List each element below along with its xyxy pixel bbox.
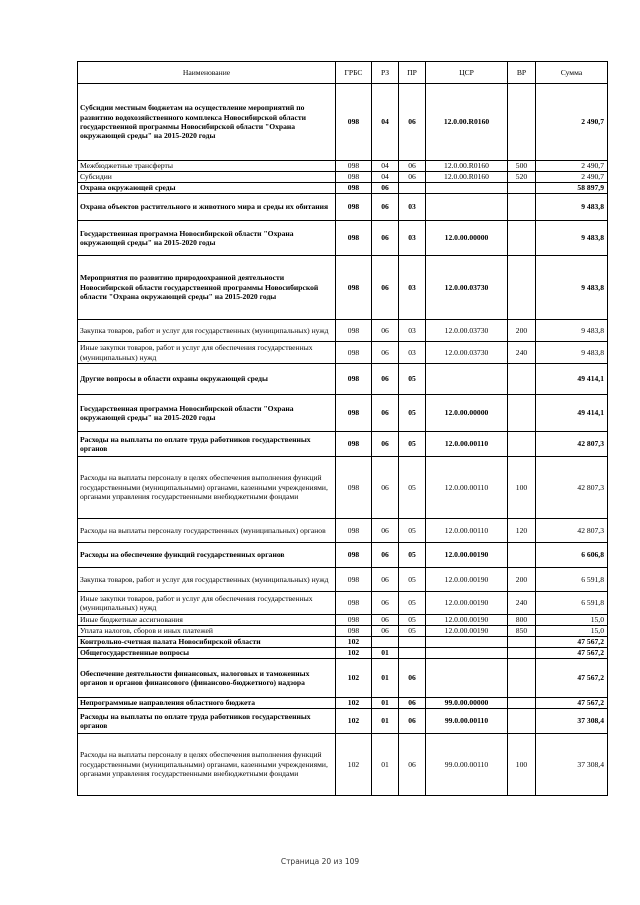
row-name: Иные закупки товаров, работ и услуг для обеспечения государственных (муниципальных) нужд — [78, 592, 336, 615]
row-rz: 06 — [372, 615, 399, 626]
row-sum: 47 567,2 — [536, 659, 608, 698]
row-rz: 01 — [372, 648, 399, 659]
row-grbs: 098 — [336, 432, 372, 457]
row-pr: 03 — [399, 256, 426, 320]
row-rz: 04 — [372, 161, 399, 172]
row-grbs: 098 — [336, 183, 372, 194]
row-name: Расходы на выплаты персоналу в целях обеспечения выполнения функций государственными (муниципальными) органами, казенными учреждениями, органами управления государственными внебюджетными фондами — [78, 457, 336, 519]
row-sum: 42 807,3 — [536, 432, 608, 457]
row-sum: 47 567,2 — [536, 698, 608, 709]
row-sum: 47 567,2 — [536, 637, 608, 648]
row-pr: 06 — [399, 734, 426, 796]
row-sum: 58 897,9 — [536, 183, 608, 194]
row-vr — [508, 709, 536, 734]
budget-table — [77, 61, 608, 796]
row-grbs: 102 — [336, 648, 372, 659]
row-vr: 850 — [508, 626, 536, 637]
row-pr: 03 — [399, 342, 426, 364]
row-csr: 99.0.00.00110 — [426, 709, 508, 734]
row-name: Субсидии местным бюджетам на осуществление мероприятий по развитию водохозяйственного комплекса Новосибирской области государственной программы Новосибирской области "Охрана окружающей среды" на 2015-2020 годы — [78, 84, 336, 161]
row-pr: 05 — [399, 432, 426, 457]
row-name: Общегосударственные вопросы — [78, 648, 336, 659]
row-vr: 500 — [508, 161, 536, 172]
row-grbs: 098 — [336, 457, 372, 519]
row-pr: 06 — [399, 172, 426, 183]
row-vr — [508, 395, 536, 432]
table-row — [78, 256, 608, 320]
row-pr — [399, 183, 426, 194]
row-vr — [508, 432, 536, 457]
row-sum: 37 308,4 — [536, 709, 608, 734]
row-vr — [508, 364, 536, 395]
row-grbs: 098 — [336, 543, 372, 568]
row-rz: 06 — [372, 626, 399, 637]
row-csr: 12.0.00.00190 — [426, 592, 508, 615]
row-rz: 06 — [372, 320, 399, 342]
table-row — [78, 709, 608, 734]
row-rz: 06 — [372, 457, 399, 519]
row-grbs: 102 — [336, 734, 372, 796]
row-pr: 06 — [399, 84, 426, 161]
row-pr: 05 — [399, 395, 426, 432]
row-rz: 06 — [372, 543, 399, 568]
header-name: Наименование — [78, 62, 336, 84]
row-csr: 12.0.00.00190 — [426, 543, 508, 568]
row-pr: 06 — [399, 659, 426, 698]
row-rz: 01 — [372, 709, 399, 734]
row-vr: 200 — [508, 320, 536, 342]
row-name: Другие вопросы в области охраны окружающей среды — [78, 364, 336, 395]
row-pr — [399, 637, 426, 648]
row-csr: 12.0.00.00000 — [426, 395, 508, 432]
row-pr: 06 — [399, 161, 426, 172]
row-name: Закупка товаров, работ и услуг для государственных (муниципальных) нужд — [78, 568, 336, 592]
row-csr: 12.0.00.00110 — [426, 457, 508, 519]
table-row — [78, 364, 608, 395]
row-grbs: 098 — [336, 626, 372, 637]
header-rz: РЗ — [372, 62, 399, 84]
table-row — [78, 626, 608, 637]
row-sum: 15,0 — [536, 626, 608, 637]
row-csr — [426, 659, 508, 698]
row-rz: 06 — [372, 432, 399, 457]
row-rz: 01 — [372, 698, 399, 709]
row-grbs: 102 — [336, 659, 372, 698]
row-name: Иные закупки товаров, работ и услуг для обеспечения государственных (муниципальных) нужд — [78, 342, 336, 364]
table-row — [78, 734, 608, 796]
row-csr: 12.0.00.00190 — [426, 568, 508, 592]
row-csr: 99.0.00.00110 — [426, 734, 508, 796]
row-sum: 6 591,8 — [536, 568, 608, 592]
row-pr: 05 — [399, 543, 426, 568]
row-rz: 06 — [372, 568, 399, 592]
row-pr: 05 — [399, 568, 426, 592]
row-grbs: 098 — [336, 320, 372, 342]
row-sum: 37 308,4 — [536, 734, 608, 796]
table-row — [78, 194, 608, 221]
row-csr: 12.0.00.00110 — [426, 519, 508, 543]
row-csr: 12.0.00.R0160 — [426, 161, 508, 172]
table-row — [78, 84, 608, 161]
table-row — [78, 648, 608, 659]
row-name: Иные бюджетные ассигнования — [78, 615, 336, 626]
row-sum: 9 483,8 — [536, 221, 608, 256]
header-pr: ПР — [399, 62, 426, 84]
row-rz — [372, 637, 399, 648]
header-sum: Сумма — [536, 62, 608, 84]
row-rz: 06 — [372, 221, 399, 256]
row-name: Межбюджетные трансферты — [78, 161, 336, 172]
row-pr: 05 — [399, 519, 426, 543]
row-pr: 05 — [399, 364, 426, 395]
row-name: Мероприятия по развитию природоохранной деятельности Новосибирской области государственной программы Новосибирской области "Охрана окружающей среды" на 2015-2020 годы — [78, 256, 336, 320]
table-row — [78, 395, 608, 432]
row-csr: 12.0.00.00000 — [426, 221, 508, 256]
row-pr: 05 — [399, 615, 426, 626]
header-csr: ЦСР — [426, 62, 508, 84]
row-sum: 47 567,2 — [536, 648, 608, 659]
row-sum: 9 483,8 — [536, 320, 608, 342]
row-rz: 06 — [372, 395, 399, 432]
row-name: Охрана объектов растительного и животного мира и среды их обитания — [78, 194, 336, 221]
row-name: Закупка товаров, работ и услуг для государственных (муниципальных) нужд — [78, 320, 336, 342]
row-csr: 12.0.00.00110 — [426, 432, 508, 457]
row-name: Расходы на выплаты персоналу государственных (муниципальных) органов — [78, 519, 336, 543]
page-footer: Страница 20 из 109 — [280, 857, 360, 866]
row-csr: 12.0.00.R0160 — [426, 172, 508, 183]
row-name: Уплата налогов, сборов и иных платежей — [78, 626, 336, 637]
row-grbs: 098 — [336, 342, 372, 364]
row-rz: 06 — [372, 256, 399, 320]
row-name: Субсидии — [78, 172, 336, 183]
row-sum: 9 483,8 — [536, 256, 608, 320]
table-header-row — [78, 62, 608, 84]
row-sum: 49 414,1 — [536, 395, 608, 432]
row-sum: 49 414,1 — [536, 364, 608, 395]
row-vr: 200 — [508, 568, 536, 592]
row-vr: 240 — [508, 592, 536, 615]
row-vr: 100 — [508, 457, 536, 519]
row-pr: 03 — [399, 320, 426, 342]
row-sum: 2 490,7 — [536, 161, 608, 172]
row-vr: 520 — [508, 172, 536, 183]
row-csr: 12.0.00.00190 — [426, 626, 508, 637]
table-row — [78, 172, 608, 183]
row-sum: 2 490,7 — [536, 172, 608, 183]
row-rz: 01 — [372, 734, 399, 796]
table-row — [78, 342, 608, 364]
table-row — [78, 320, 608, 342]
row-grbs: 102 — [336, 698, 372, 709]
table-row — [78, 543, 608, 568]
row-rz: 04 — [372, 172, 399, 183]
row-rz: 06 — [372, 183, 399, 194]
row-csr: 12.0.00.R0160 — [426, 84, 508, 161]
table-row — [78, 637, 608, 648]
row-pr: 05 — [399, 592, 426, 615]
row-csr: 12.0.00.03730 — [426, 342, 508, 364]
header-grbs: ГРБС — [336, 62, 372, 84]
row-grbs: 098 — [336, 194, 372, 221]
row-csr — [426, 194, 508, 221]
row-vr — [508, 543, 536, 568]
table-row — [78, 221, 608, 256]
row-grbs: 102 — [336, 637, 372, 648]
row-vr — [508, 659, 536, 698]
row-pr — [399, 648, 426, 659]
row-name: Расходы на обеспечение функций государственных органов — [78, 543, 336, 568]
row-name: Расходы на выплаты по оплате труда работников государственных органов — [78, 709, 336, 734]
row-csr — [426, 364, 508, 395]
row-sum: 42 807,3 — [536, 457, 608, 519]
row-rz: 01 — [372, 659, 399, 698]
row-sum: 6 591,8 — [536, 592, 608, 615]
row-name: Государственная программа Новосибирской области "Охрана окружающей среды" на 2015-2020 годы — [78, 395, 336, 432]
row-sum: 9 483,8 — [536, 194, 608, 221]
table-row — [78, 183, 608, 194]
row-name: Расходы на выплаты персоналу в целях обеспечения выполнения функций государственными (муниципальными) органами, казенными учреждениями, органами управления государственными внебюджетными фондами — [78, 734, 336, 796]
row-csr: 99.0.00.00000 — [426, 698, 508, 709]
table-row — [78, 457, 608, 519]
row-sum: 2 490,7 — [536, 84, 608, 161]
table-row — [78, 659, 608, 698]
row-vr: 100 — [508, 734, 536, 796]
row-rz: 06 — [372, 592, 399, 615]
row-sum: 6 606,8 — [536, 543, 608, 568]
row-sum: 15,0 — [536, 615, 608, 626]
table-row — [78, 568, 608, 592]
row-name: Охрана окружающей среды — [78, 183, 336, 194]
row-csr — [426, 648, 508, 659]
row-vr — [508, 637, 536, 648]
row-pr: 06 — [399, 709, 426, 734]
row-grbs: 098 — [336, 221, 372, 256]
row-pr: 06 — [399, 698, 426, 709]
row-grbs: 098 — [336, 84, 372, 161]
row-csr: 12.0.00.00190 — [426, 615, 508, 626]
row-csr — [426, 637, 508, 648]
row-sum: 42 807,3 — [536, 519, 608, 543]
row-pr: 05 — [399, 457, 426, 519]
header-vr: ВР — [508, 62, 536, 84]
row-name: Обеспечение деятельности финансовых, налоговых и таможенных органов и органов финансового (финансово-бюджетного) надзора — [78, 659, 336, 698]
row-name: Контрольно-счетная палата Новосибирской области — [78, 637, 336, 648]
row-pr: 03 — [399, 221, 426, 256]
row-pr: 05 — [399, 626, 426, 637]
row-grbs: 098 — [336, 161, 372, 172]
table-row — [78, 519, 608, 543]
table-body — [78, 84, 608, 796]
row-grbs: 098 — [336, 592, 372, 615]
row-csr — [426, 183, 508, 194]
row-rz: 06 — [372, 342, 399, 364]
row-name: Расходы на выплаты по оплате труда работников государственных органов — [78, 432, 336, 457]
row-name: Непрограммные направления областного бюджета — [78, 698, 336, 709]
row-grbs: 102 — [336, 709, 372, 734]
row-rz: 04 — [372, 84, 399, 161]
row-name: Государственная программа Новосибирской области "Охрана окружающей среды" на 2015-2020 годы — [78, 221, 336, 256]
row-vr — [508, 648, 536, 659]
row-vr — [508, 221, 536, 256]
row-vr — [508, 698, 536, 709]
row-grbs: 098 — [336, 568, 372, 592]
row-csr: 12.0.00.03730 — [426, 320, 508, 342]
budget-table-container — [77, 61, 607, 796]
row-vr — [508, 183, 536, 194]
row-grbs: 098 — [336, 364, 372, 395]
row-vr: 800 — [508, 615, 536, 626]
table-row — [78, 592, 608, 615]
row-grbs: 098 — [336, 172, 372, 183]
row-grbs: 098 — [336, 519, 372, 543]
row-rz: 06 — [372, 519, 399, 543]
row-grbs: 098 — [336, 256, 372, 320]
row-vr — [508, 194, 536, 221]
row-vr — [508, 84, 536, 161]
table-row — [78, 698, 608, 709]
row-rz: 06 — [372, 194, 399, 221]
table-row — [78, 161, 608, 172]
row-csr: 12.0.00.03730 — [426, 256, 508, 320]
row-vr — [508, 256, 536, 320]
row-grbs: 098 — [336, 615, 372, 626]
row-grbs: 098 — [336, 395, 372, 432]
row-vr: 240 — [508, 342, 536, 364]
row-sum: 9 483,8 — [536, 342, 608, 364]
table-row — [78, 432, 608, 457]
row-rz: 06 — [372, 364, 399, 395]
row-vr: 120 — [508, 519, 536, 543]
row-pr: 03 — [399, 194, 426, 221]
table-row — [78, 615, 608, 626]
